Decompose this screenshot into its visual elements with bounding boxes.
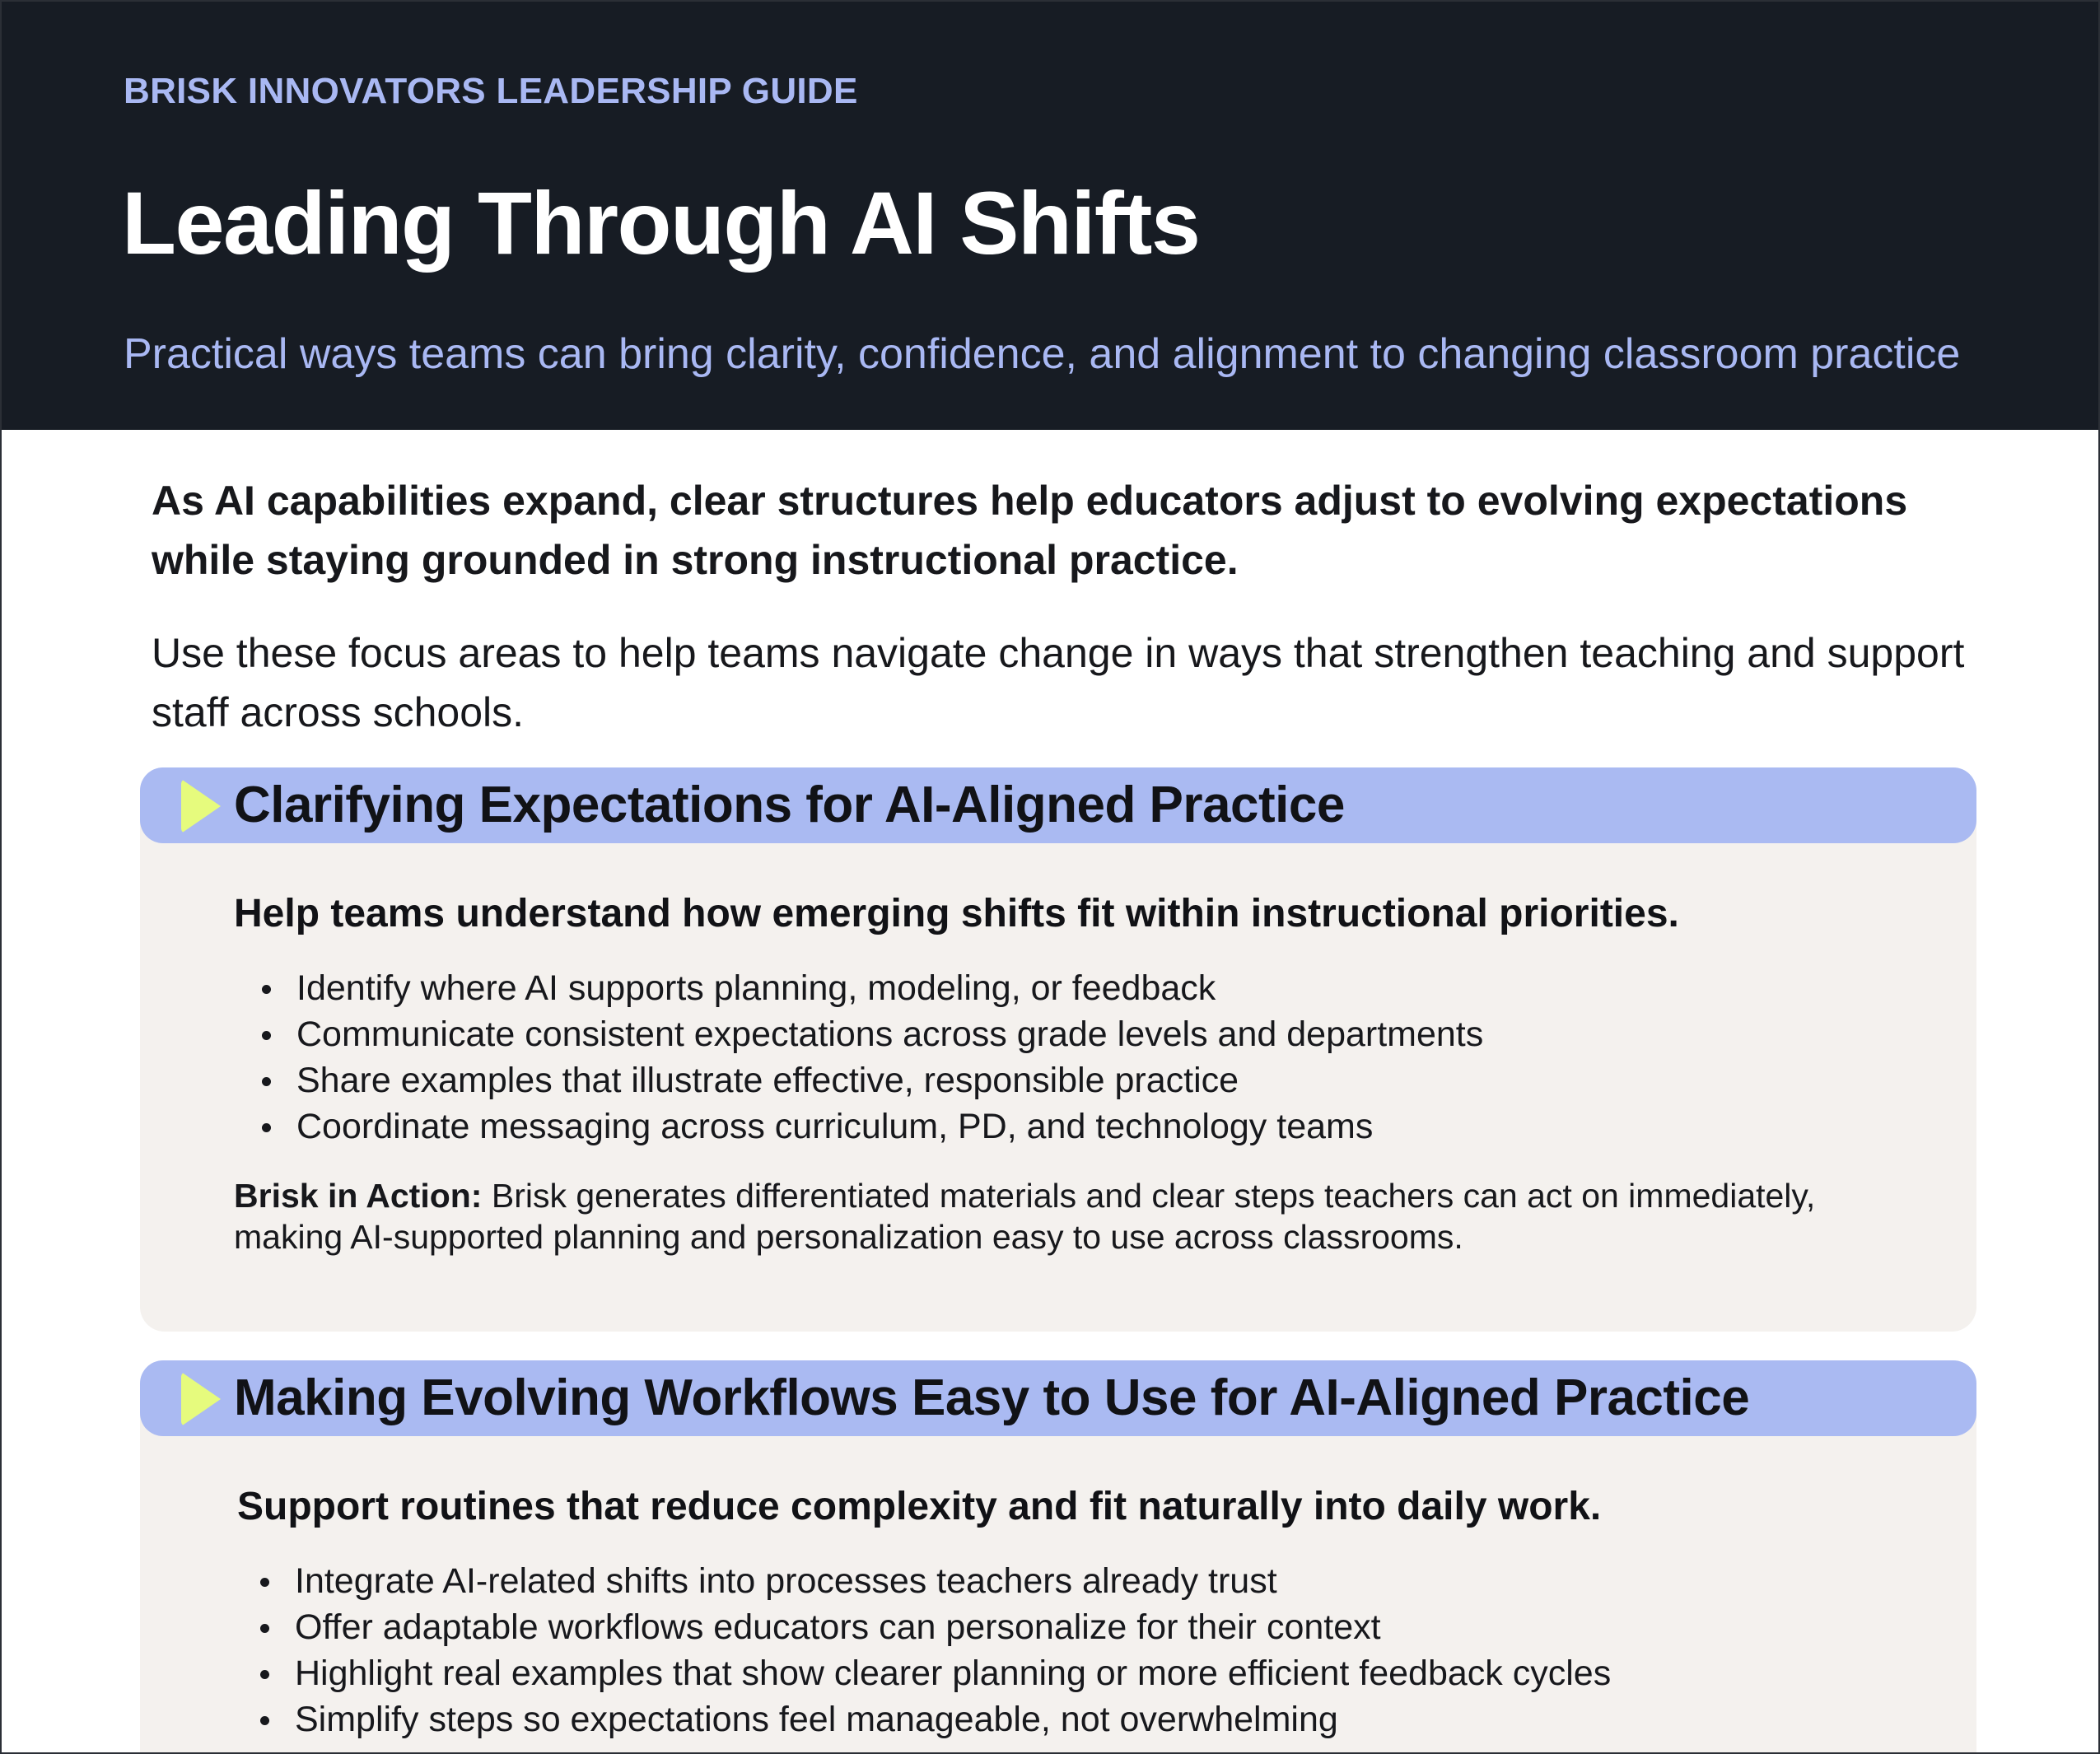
header-band — [2, 2, 2098, 430]
bullet-dot-icon — [262, 1077, 271, 1086]
bullet-dot-icon — [262, 985, 271, 994]
bullet-dot-icon — [262, 1031, 271, 1040]
bullet-dot-icon — [260, 1578, 269, 1587]
section-lead: Help teams understand how emerging shifts fit within instructional priorities. — [234, 892, 1679, 935]
list-item — [255, 965, 1483, 1011]
focus-section-evolving-workflows — [140, 1360, 1976, 1754]
list-item — [255, 1103, 1483, 1150]
play-triangle-icon — [181, 779, 221, 833]
list-item-text: Simplify steps so expectations feel manageable, not overwhelming — [295, 1700, 1338, 1739]
section-header — [140, 1360, 1976, 1436]
list-item-text: Integrate AI-related shifts into processes teachers already trust — [295, 1561, 1277, 1601]
brisk-in-action-label: Brisk in Action: — [234, 1177, 483, 1215]
bullet-dot-icon — [260, 1624, 269, 1633]
brisk-in-action-note — [234, 1175, 1897, 1257]
section-lead: Support routines that reduce complexity and fit naturally into daily work. — [237, 1485, 1602, 1528]
page-subtitle: Practical ways teams can bring clarity, confidence, and alignment to changing classroom practice — [124, 330, 1961, 378]
list-item-text: Coordinate messaging across curriculum, PD, and technology teams — [296, 1107, 1374, 1146]
bullet-dot-icon — [262, 1123, 271, 1132]
list-item — [254, 1604, 1611, 1650]
section-title: Making Evolving Workflows Easy to Use for AI-Aligned Practice — [234, 1369, 1750, 1426]
list-item-text: Highlight real examples that show clearer planning or more efficient feedback cycles — [295, 1654, 1612, 1693]
list-item-text: Share examples that illustrate effective, responsible practice — [296, 1061, 1239, 1100]
intro-lead-paragraph: As AI capabilities expand, clear structures help educators adjust to evolving expectations while staying grounded in strong instructional practice. — [152, 478, 1908, 583]
play-triangle-icon — [181, 1372, 221, 1426]
list-item — [255, 1057, 1483, 1103]
list-item — [254, 1696, 1611, 1742]
bullet-dot-icon — [260, 1670, 269, 1679]
bullet-dot-icon — [260, 1716, 269, 1725]
list-item-text: Offer adaptable workflows educators can personalize for their context — [295, 1607, 1381, 1647]
section-title: Clarifying Expectations for AI-Aligned Practice — [234, 777, 1345, 833]
list-item-text: Identify where AI supports planning, modeling, or feedback — [296, 968, 1216, 1008]
intro-body-paragraph: Use these focus areas to help teams navigate change in ways that strengthen teaching and support staff across schools. — [152, 630, 1965, 735]
list-item-text: Communicate consistent expectations across grade levels and departments — [296, 1015, 1484, 1054]
focus-section-clarifying-expectations — [140, 767, 1976, 1332]
section-bullet-list — [255, 965, 1483, 1150]
list-item — [255, 1011, 1483, 1057]
section-bullet-list — [254, 1558, 1611, 1742]
list-item — [254, 1558, 1611, 1604]
brisk-in-action-text: Brisk generates differentiated materials and clear steps teachers can act on immediately, making AI-supported planning and personalization easy to use across classrooms. — [234, 1177, 1816, 1256]
section-header — [140, 767, 1976, 843]
list-item — [254, 1650, 1611, 1696]
guide-kicker: BRISK INNOVATORS LEADERSHIP GUIDE — [124, 71, 858, 111]
page-title: Leading Through AI Shifts — [122, 173, 1200, 273]
